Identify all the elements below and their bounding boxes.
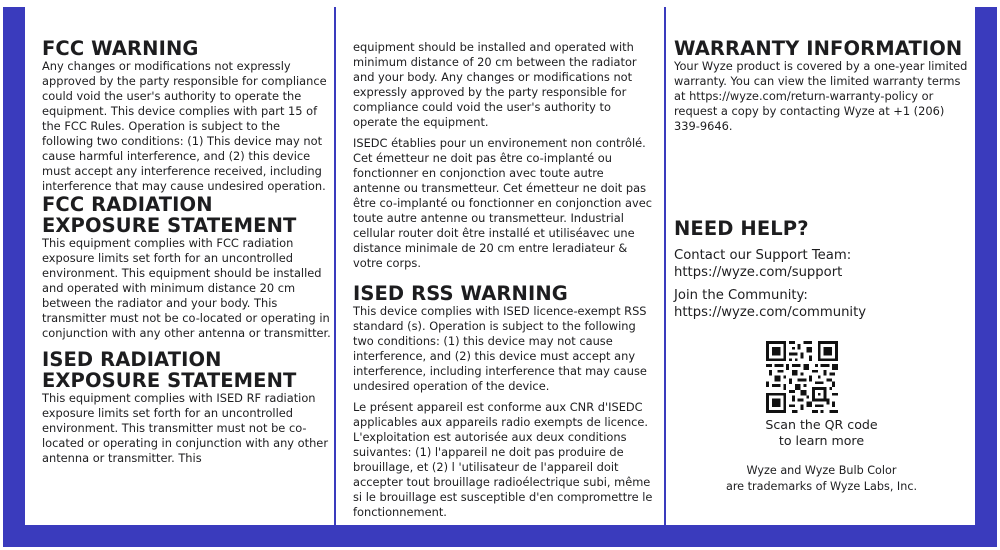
fcc-warning-heading: FCC WARNING (42, 37, 199, 60)
trademark-line2: are trademarks of Wyze Labs, Inc. (725, 480, 918, 493)
qr-section (674, 341, 975, 413)
support-url[interactable]: https://wyze.com/support (674, 265, 843, 280)
fcc-warning-text: Any changes or modifications not expressly approved by the party responsible for compliance could void the user's authority to operate the equipment. This device complies with part 15 of the FCC Rules. Operation is subject to the following two conditions: (1) This device may not cause harmful interference, and (2) this device must accept any interference received, including interference that may cause undesired operation. (42, 59, 327, 193)
community-label: Join the Community: (674, 288, 808, 303)
column-3 (666, 7, 975, 525)
trademark-line1: Wyze and Wyze Bulb Color (746, 464, 897, 477)
community-url[interactable]: https://wyze.com/community (674, 305, 867, 320)
ised-radiation-continuation: equipment should be installed and operated with minimum distance of 20 cm between the radiator and your body. Any changes or modifications not expressly approved by the party responsible for compliance could void the user's authority to operate the equipment. (353, 40, 637, 129)
ised-radiation-heading: ISED RADIATION EXPOSURE STATEMENT (42, 348, 297, 392)
fcc-radiation-text: This equipment complies with FCC radiation exposure limits set forth for an uncontrolled environment. This equipment should be installed and operated with minimum distance 20 cm between the radiator and your body. This transmitter must not be co-located or operating in conjunction with any other antenna or transmitter. (42, 236, 331, 340)
ised-radiation-text: This equipment complies with ISED RF radiation exposure limits set forth for an uncontrolled environment. This transmitter must not be co-located or operating in conjunction with any other antenna or transmitter. This (42, 391, 329, 465)
ised-rss-text: This device complies with ISED licence-exempt RSS standard (s). Operation is subject to the following two conditions: (1) this device may not cause interference, and (2) this device must accept any interference, including interference that may cause undesired operation of the device. (353, 304, 647, 393)
support-label: Contact our Support Team: (674, 248, 852, 263)
qr-caption-line1: Scan the QR code (765, 417, 878, 432)
qr-caption-line2: to learn more (778, 433, 865, 448)
ised-rss-french: Le présent appareil est conforme aux CNR d'ISEDC applicables aux appareils radio exempts de licence. L'exploitation est autorisée aux deux conditions suivantes: (1) l'appareil ne doit pas produire de brouillage, et (2) l 'utilisateur de l'appareil doit accepter tout brouillage radioélectrique subi, même si le brouillage est susceptible d'en compromettre le fonctionnement. (353, 400, 653, 519)
warranty-text: Your Wyze product is covered by a one-year limited warranty. You can view the limited warranty terms at https://wyze.com/return-warranty-policy or request a copy by contacting Wyze at +1 (206) 339-9646. (674, 59, 968, 133)
column-1 (25, 7, 334, 525)
qr-code-icon[interactable] (764, 341, 840, 413)
help-heading: NEED HELP? (674, 217, 809, 240)
ised-rss-heading: ISED RSS WARNING (353, 282, 568, 305)
column-2 (336, 7, 664, 525)
ised-radiation-french: ISEDC établies pour un environement non contrôlé. Cet émetteur ne doit pas être co-implanté ou fonctionner en conjonction avec toute autre antenne ou transmetteur. Cet émetteur ne doit pas être co-implanté ou fonctionner en conjonction avec toute autre antenne ou transmetteur. Industrial cellular router doit être installé et utiliséavec une distance minimale de 20 cm entre leradiateur & votre corps. (353, 136, 653, 270)
fcc-radiation-heading: FCC RADIATION EXPOSURE STATEMENT (42, 193, 297, 237)
warranty-heading: WARRANTY INFORMATION (674, 37, 963, 60)
